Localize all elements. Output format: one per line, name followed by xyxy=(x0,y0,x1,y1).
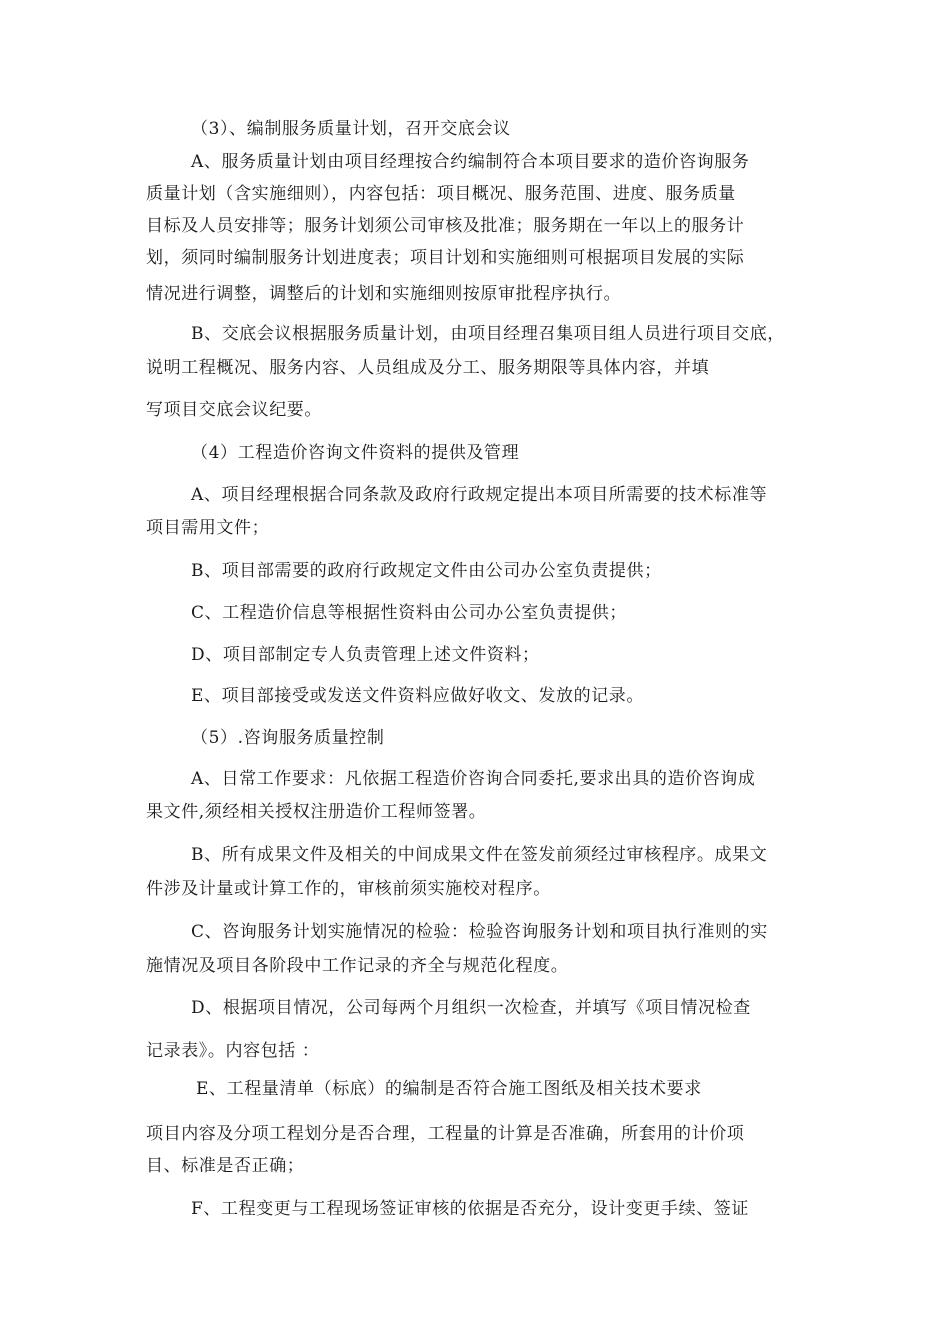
paragraph-line: 情况进行调整，调整后的计划和实施细则按原审批程序执行。 xyxy=(146,284,622,304)
paragraph-line: 项目需用文件； xyxy=(146,518,270,538)
paragraph-line: C、咨询服务计划实施情况的检验：检验咨询服务计划和项目执行准则的实 xyxy=(191,922,768,942)
paragraph-line: E、工程量清单（标底）的编制是否符合施工图纸及相关技术要求 xyxy=(196,1079,702,1099)
paragraph-line: E、项目部接受或发送文件资料应做好收文、发放的记录。 xyxy=(191,686,645,706)
section-3-heading: （3）、编制服务质量计划，召开交底会议 xyxy=(191,119,511,139)
paragraph-line: 质量计划（含实施细则），内容包括：项目概况、服务范围、进度、服务质量 xyxy=(146,184,736,204)
paragraph-line: B、项目部需要的政府行政规定文件由公司办公室负责提供； xyxy=(191,561,662,581)
paragraph-line: A、项目经理根据合同条款及政府行政规定提出本项目所需要的技术标准等 xyxy=(191,485,768,505)
section-4-heading: （4）工程造价咨询文件资料的提供及管理 xyxy=(191,443,520,463)
paragraph-line: 划，须同时编制服务计划进度表；项目计划和实施细则可根据项目发展的实际 xyxy=(146,248,745,268)
paragraph-line: B、所有成果文件及相关的中间成果文件在签发前须经过审核程序。成果文 xyxy=(191,845,768,865)
paragraph-line: 目标及人员安排等；服务计划须公司审核及批准；服务期在一年以上的服务计 xyxy=(146,216,745,236)
paragraph-line: A、服务质量计划由项目经理按合约编制符合本项目要求的造价咨询服务 xyxy=(191,152,750,172)
paragraph-line: 施情况及项目各阶段中工作记录的齐全与规范化程度。 xyxy=(146,956,569,976)
section-5-heading: （5）.咨询服务质量控制 xyxy=(191,728,385,748)
paragraph-line: C、工程造价信息等根据性资料由公司办公室负责提供； xyxy=(191,603,628,623)
paragraph-line: A、日常工作要求：凡依据工程造价咨询合同委托,要求出具的造价咨询成 xyxy=(191,769,756,789)
paragraph-line: B、交底会议根据服务质量计划，由项目经理召集项目组人员进行项目交底， xyxy=(191,324,785,344)
paragraph-line: F、工程变更与工程现场签证审核的依据是否充分，设计变更手续、签证 xyxy=(191,1199,749,1219)
paragraph-line: D、根据项目情况，公司每两个月组织一次检查，并填写《项目情况检查 xyxy=(191,998,751,1018)
paragraph-line: 记录表》。内容包括 ： xyxy=(146,1041,320,1061)
paragraph-line: 项目内容及分项工程划分是否合理，工程量的计算是否准确，所套用的计价项 xyxy=(146,1124,745,1144)
paragraph-line: 件涉及计量或计算工作的，审核前须实施校对程序。 xyxy=(146,879,551,899)
paragraph-line: 果文件,须经相关授权注册造价工程师签署。 xyxy=(146,802,487,822)
paragraph-line: D、项目部制定专人负责管理上述文件资料； xyxy=(191,645,540,665)
paragraph-line: 说明工程概况、服务内容、人员组成及分工、服务期限等具体内容，并填 xyxy=(146,358,710,378)
paragraph-line: 目、标准是否正确； xyxy=(146,1156,305,1176)
paragraph-line: 写项目交底会议纪要。 xyxy=(146,400,322,420)
